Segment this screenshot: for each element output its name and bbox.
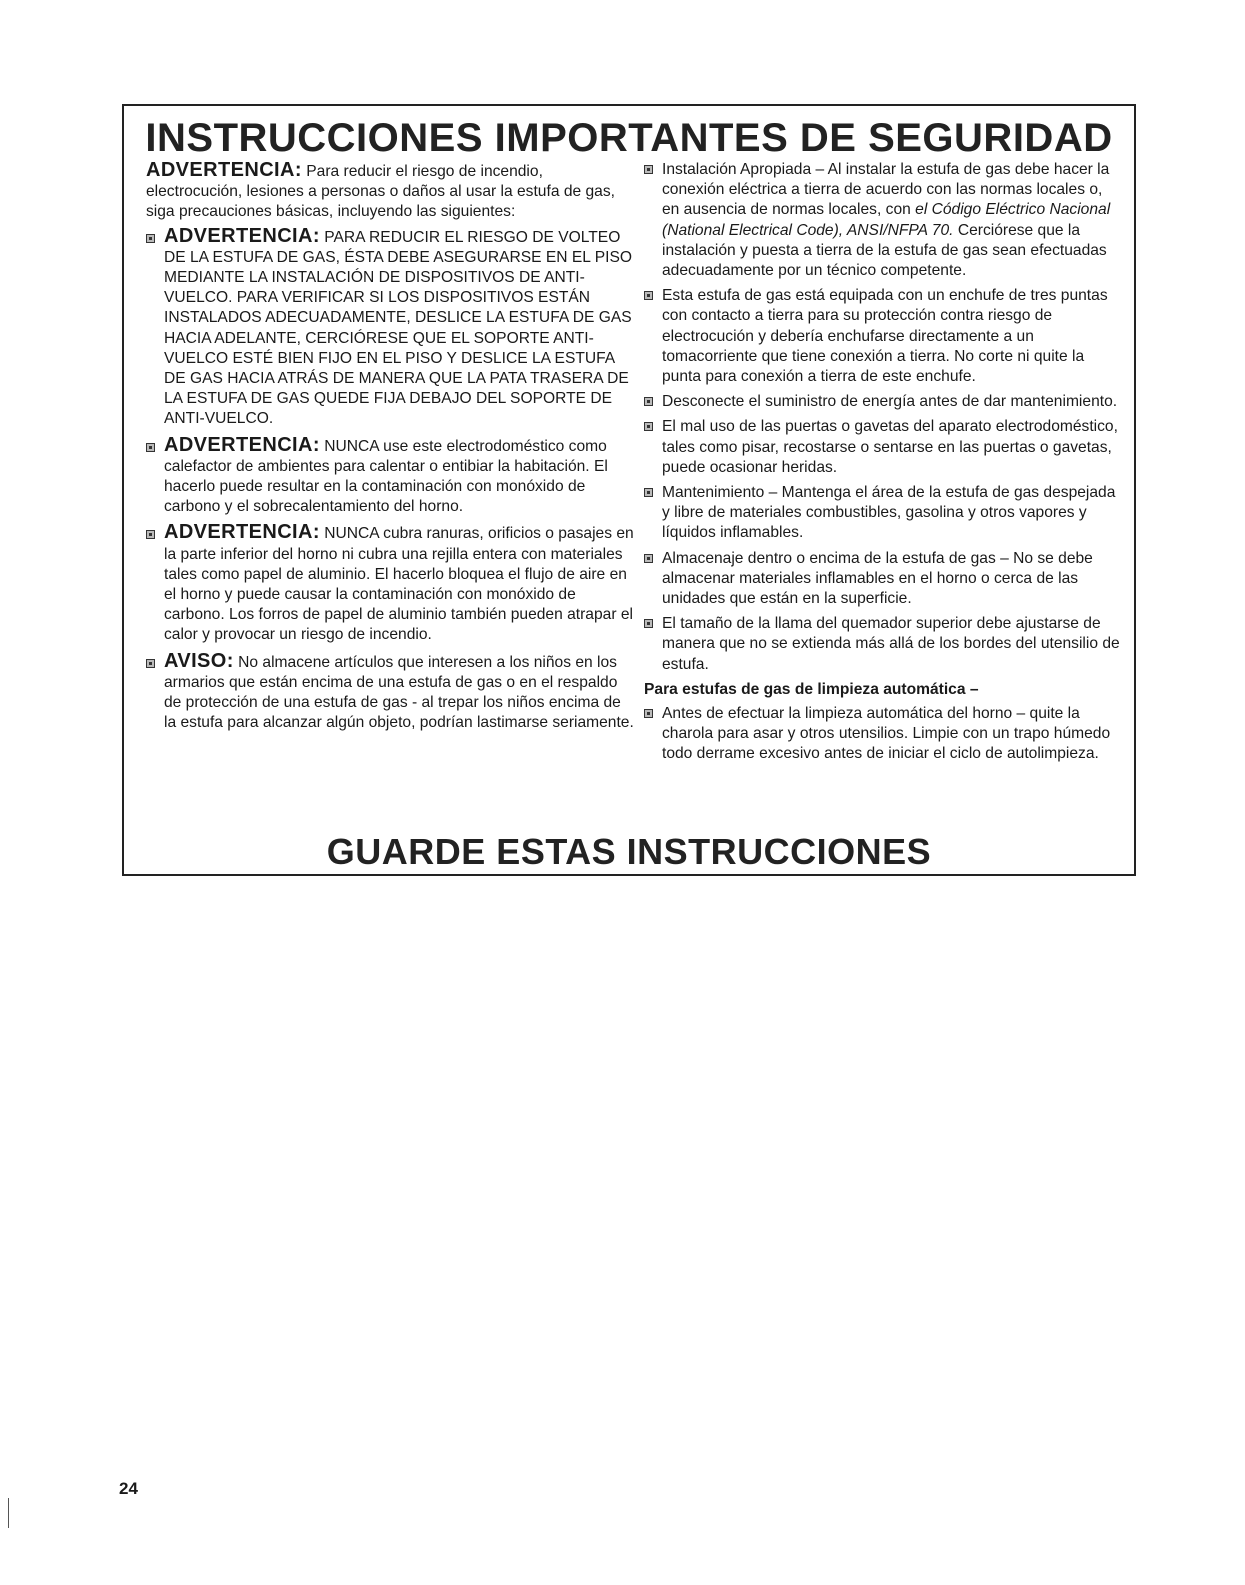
warning-keyword: ADVERTENCIA: xyxy=(164,224,320,247)
item-text: Cerciórese que la instalación y puesta a tierra de la estufa de gas sean efectuadas adecuadamente por un técnico competente. xyxy=(662,221,1107,280)
left-column xyxy=(146,160,636,738)
list-item xyxy=(644,549,1122,610)
square-bullet-icon xyxy=(644,291,653,300)
right-column xyxy=(644,160,1122,770)
warning-keyword: ADVERTENCIA: xyxy=(164,433,320,456)
page-number: 24 xyxy=(119,1479,138,1498)
square-bullet-icon xyxy=(146,443,155,452)
square-bullet-icon xyxy=(644,488,653,497)
square-bullet-icon xyxy=(644,165,653,174)
item-text: Mantenimiento – Mantenga el área de la estufa de gas despejada y libre de materiales combustibles, gasolina y otros vapores y líquidos inflamables. xyxy=(662,484,1116,542)
footer-title: GUARDE ESTAS INSTRUCCIONES xyxy=(326,831,932,872)
list-item xyxy=(644,392,1122,412)
warning-text: PARA REDUCIR EL RIESGO DE VOLTEO DE LA ESTUFA DE GAS, ÉSTA DEBE ASEGURARSE EN EL PISO MEDIANTE LA INSTALACIÓN DE DISPOSITIVOS DE ANTI-VUELCO. PARA VERIFICAR SI LOS DISPOSITIVOS ESTÁN INSTALADOS ADECUADAMENTE, DESLICE LA ESTUFA DE GAS HACIA ADELANTE, CERCIÓRESE QUE EL SOPORTE ANTI-VUELCO ESTÉ BIEN FIJO EN EL PISO Y DESLICE LA ESTUFA DE GAS HACIA ATRÁS DE MANERA QUE LA PATA TRASERA DE LA ESTUFA DE GAS QUEDE FIJA DEBAJO DEL SOPORTE DE ANTI-VUELCO. xyxy=(164,228,632,428)
item-text: Esta estufa de gas está equipada con un enchufe de tres puntas con contacto a tierra para su protección contra riesgo de electrocución y debería enchufarse directamente a un tomacorriente que tiene conexión a tierra. No corte ni quite la punta para conexión a tierra de este enchufe. xyxy=(662,287,1108,386)
warning-text: NUNCA cubra ranuras, orificios o pasajes en la parte inferior del horno ni cubra una rejilla entera con materiales tales como papel de aluminio. El hacerlo bloquea el flujo de aire en el horno y puede causar la contaminación con monóxido de carbono. Los forros de papel de aluminio también pueden atrapar el calor y provocar un riesgo de incendio. xyxy=(164,525,634,644)
list-item xyxy=(644,286,1122,387)
notice-text: No almacene artículos que interesen a los niños en los armarios que están encima de una estufa de gas o en el respaldo de protección de una estufa de gas - al trepar los niños encima de la estufa para alcanzar algún objeto, podrían lastimarse seriamente. xyxy=(164,653,634,732)
intro-text: Para reducir el riesgo de incendio, electrocución, lesiones a personas o daños al usar la estufa de gas, siga precauciones básicas, incluyendo las siguientes: xyxy=(146,163,615,221)
item-text: Almacenaje dentro o encima de la estufa de gas – No se debe almacenar materiales inflamables en el horno o cerca de las unidades que están en la superficie. xyxy=(662,549,1093,608)
item-text: Antes de efectuar la limpieza automática del horno – quite la charola para asar y otros utensilios. Limpie con un trapo húmedo todo derrame excesivo antes de iniciar el ciclo de autolimpieza. xyxy=(662,705,1111,763)
list-item xyxy=(146,522,636,645)
square-bullet-icon xyxy=(644,619,653,628)
square-bullet-icon xyxy=(146,530,155,539)
square-bullet-icon xyxy=(644,422,653,431)
page-title: INSTRUCCIONES IMPORTANTES DE SEGURIDAD xyxy=(145,116,1113,160)
list-item xyxy=(146,651,636,734)
warning-keyword: ADVERTENCIA: xyxy=(164,521,320,544)
square-bullet-icon xyxy=(146,659,155,668)
list-item xyxy=(146,435,636,518)
item-text: Instalación Apropiada – Al instalar la estufa de gas debe hacer la conexión eléctrica a tierra de acuerdo con las normas locales o, en ausencia de normas locales, con xyxy=(662,161,1110,219)
item-text: El mal uso de las puertas o gavetas del aparato electrodoméstico, tales como pisar, recostarse o sentarse en las puertas o gavetas, puede ocasionar heridas. xyxy=(662,418,1118,476)
margin-mark xyxy=(8,1498,9,1528)
square-bullet-icon xyxy=(644,709,653,718)
item-text: El tamaño de la llama del quemador superior debe ajustarse de manera que no se extienda más allá de los bordes del utensilio de estufa. xyxy=(662,615,1120,673)
square-bullet-icon xyxy=(644,397,653,406)
code-reference: el Código Eléctrico Nacional (National Electrical Code), ANSI/NFPA 70. xyxy=(662,201,1111,239)
warning-text: NUNCA use este electrodoméstico como calefactor de ambientes para calentar o entibiar la habitación. El hacerlo puede resultar en la contaminación con monóxido de carbono y el sobrecalentamiento del horno. xyxy=(164,437,608,516)
self-clean-heading: Para estufas de gas de limpieza automática – xyxy=(644,680,979,698)
notice-keyword: AVISO: xyxy=(164,649,234,672)
intro-keyword: ADVERTENCIA: xyxy=(146,159,302,181)
list-item xyxy=(644,483,1122,544)
safety-instructions-box xyxy=(122,104,1136,876)
list-item xyxy=(644,614,1122,675)
intro-paragraph xyxy=(146,160,636,223)
list-item xyxy=(644,417,1122,478)
square-bullet-icon xyxy=(644,554,653,563)
item-text: Desconecte el suministro de energía antes de dar mantenimiento. xyxy=(662,393,1118,411)
list-item xyxy=(644,704,1122,765)
list-item xyxy=(146,226,636,430)
list-item xyxy=(644,160,1122,281)
square-bullet-icon xyxy=(146,234,155,243)
